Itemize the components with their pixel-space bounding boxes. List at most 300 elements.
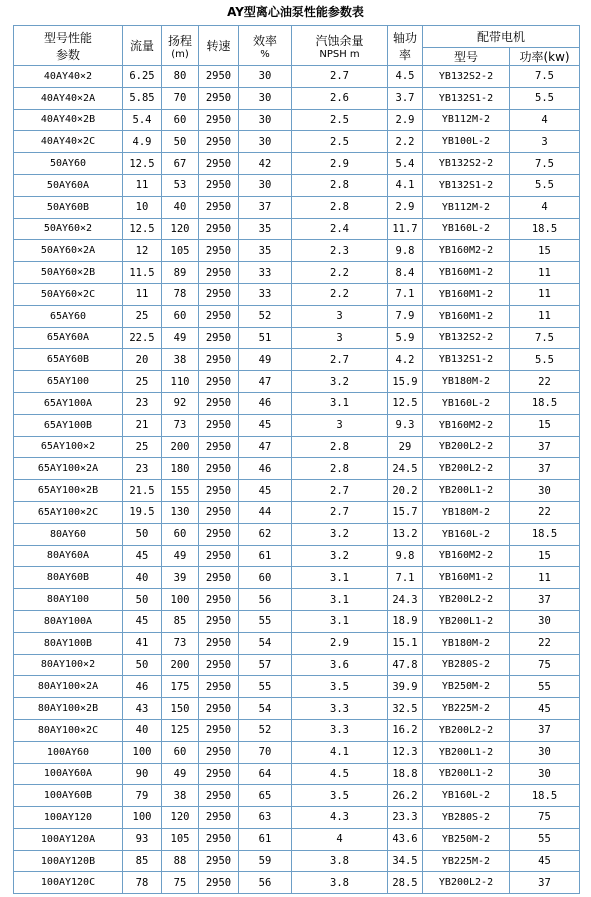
cell-motor-power: 11	[510, 567, 580, 589]
cell-model: 65AY100×2	[14, 436, 123, 458]
cell-motor-power: 37	[510, 436, 580, 458]
table-row	[14, 545, 580, 567]
cell-shaft-power: 39.9	[388, 676, 423, 698]
cell-model: 80AY60B	[14, 567, 123, 589]
cell-shaft-power: 8.4	[388, 262, 423, 284]
cell-shaft-power: 20.2	[388, 480, 423, 502]
cell-motor-model: YB132S2-2	[423, 153, 510, 175]
cell-model: 80AY100×2C	[14, 719, 123, 741]
cell-model: 50AY60×2C	[14, 283, 123, 305]
cell-model: 100AY120C	[14, 872, 123, 894]
cell-head: 130	[162, 501, 199, 523]
cell-motor-power: 30	[510, 763, 580, 785]
cell-npsh: 2.5	[292, 109, 388, 131]
cell-model: 100AY120	[14, 807, 123, 829]
cell-motor-model: YB180M-2	[423, 501, 510, 523]
table-row	[14, 414, 580, 436]
cell-shaft-power: 7.1	[388, 283, 423, 305]
cell-speed: 2950	[199, 589, 239, 611]
cell-flow: 78	[123, 872, 162, 894]
cell-model: 65AY100A	[14, 392, 123, 414]
table-row	[14, 698, 580, 720]
cell-shaft-power: 23.3	[388, 807, 423, 829]
cell-efficiency: 60	[239, 567, 292, 589]
cell-motor-model: YB200L1-2	[423, 741, 510, 763]
cell-flow: 85	[123, 850, 162, 872]
cell-npsh: 3.2	[292, 545, 388, 567]
cell-shaft-power: 47.8	[388, 654, 423, 676]
cell-motor-power: 37	[510, 872, 580, 894]
cell-model: 50AY60B	[14, 196, 123, 218]
cell-efficiency: 46	[239, 458, 292, 480]
cell-head: 67	[162, 153, 199, 175]
cell-efficiency: 46	[239, 392, 292, 414]
cell-speed: 2950	[199, 371, 239, 393]
cell-model: 50AY60	[14, 153, 123, 175]
cell-shaft-power: 26.2	[388, 785, 423, 807]
cell-efficiency: 65	[239, 785, 292, 807]
cell-motor-power: 11	[510, 283, 580, 305]
cell-flow: 43	[123, 698, 162, 720]
cell-flow: 40	[123, 719, 162, 741]
cell-efficiency: 57	[239, 654, 292, 676]
cell-flow: 4.9	[123, 131, 162, 153]
cell-flow: 25	[123, 436, 162, 458]
table-row	[14, 785, 580, 807]
cell-npsh: 3.1	[292, 610, 388, 632]
cell-shaft-power: 28.5	[388, 872, 423, 894]
header-motor: 配带电机	[423, 26, 580, 48]
cell-shaft-power: 5.9	[388, 327, 423, 349]
cell-shaft-power: 2.9	[388, 196, 423, 218]
cell-head: 60	[162, 741, 199, 763]
cell-motor-model: YB200L1-2	[423, 610, 510, 632]
cell-motor-model: YB132S1-2	[423, 87, 510, 109]
cell-flow: 19.5	[123, 501, 162, 523]
header-shaft-line1: 轴功	[392, 30, 417, 45]
cell-motor-model: YB160L-2	[423, 785, 510, 807]
cell-flow: 45	[123, 545, 162, 567]
cell-npsh: 4.3	[292, 807, 388, 829]
cell-npsh: 3.6	[292, 654, 388, 676]
cell-head: 120	[162, 218, 199, 240]
table-row	[14, 131, 580, 153]
cell-head: 110	[162, 371, 199, 393]
cell-model: 65AY60A	[14, 327, 123, 349]
cell-motor-power: 5.5	[510, 349, 580, 371]
cell-speed: 2950	[199, 610, 239, 632]
table-row	[14, 327, 580, 349]
cell-shaft-power: 4.2	[388, 349, 423, 371]
cell-npsh: 3.5	[292, 785, 388, 807]
cell-flow: 93	[123, 828, 162, 850]
cell-shaft-power: 34.5	[388, 850, 423, 872]
cell-efficiency: 54	[239, 632, 292, 654]
cell-head: 78	[162, 283, 199, 305]
cell-shaft-power: 15.9	[388, 371, 423, 393]
cell-efficiency: 33	[239, 283, 292, 305]
cell-head: 50	[162, 131, 199, 153]
cell-motor-model: YB250M-2	[423, 676, 510, 698]
cell-npsh: 2.7	[292, 501, 388, 523]
cell-motor-model: YB225M-2	[423, 850, 510, 872]
cell-efficiency: 49	[239, 349, 292, 371]
header-npsh-line2: NPSH m	[319, 48, 360, 60]
cell-efficiency: 56	[239, 872, 292, 894]
cell-flow: 100	[123, 807, 162, 829]
cell-speed: 2950	[199, 283, 239, 305]
cell-efficiency: 47	[239, 436, 292, 458]
header-motor-model: 型号	[423, 48, 510, 66]
cell-head: 38	[162, 349, 199, 371]
cell-head: 200	[162, 436, 199, 458]
cell-motor-model: YB225M-2	[423, 698, 510, 720]
cell-motor-model: YB180M-2	[423, 632, 510, 654]
cell-shaft-power: 15.7	[388, 501, 423, 523]
cell-model: 40AY40×2C	[14, 131, 123, 153]
cell-flow: 25	[123, 305, 162, 327]
table-row	[14, 828, 580, 850]
table-row	[14, 262, 580, 284]
table-row	[14, 371, 580, 393]
cell-speed: 2950	[199, 850, 239, 872]
cell-head: 180	[162, 458, 199, 480]
cell-efficiency: 35	[239, 240, 292, 262]
cell-motor-model: YB200L1-2	[423, 480, 510, 502]
table-row	[14, 589, 580, 611]
table-row	[14, 632, 580, 654]
cell-efficiency: 64	[239, 763, 292, 785]
cell-head: 49	[162, 327, 199, 349]
header-model	[14, 26, 123, 66]
cell-npsh: 3	[292, 327, 388, 349]
cell-speed: 2950	[199, 654, 239, 676]
cell-shaft-power: 43.6	[388, 828, 423, 850]
cell-npsh: 3.3	[292, 698, 388, 720]
cell-model: 100AY120A	[14, 828, 123, 850]
cell-motor-model: YB280S-2	[423, 807, 510, 829]
table-row	[14, 567, 580, 589]
cell-model: 100AY60B	[14, 785, 123, 807]
cell-efficiency: 59	[239, 850, 292, 872]
cell-npsh: 4.1	[292, 741, 388, 763]
cell-model: 80AY60	[14, 523, 123, 545]
cell-efficiency: 42	[239, 153, 292, 175]
cell-head: 89	[162, 262, 199, 284]
cell-head: 60	[162, 305, 199, 327]
cell-npsh: 3.2	[292, 371, 388, 393]
cell-model: 65AY60	[14, 305, 123, 327]
cell-shaft-power: 24.3	[388, 589, 423, 611]
cell-model: 80AY100×2	[14, 654, 123, 676]
cell-efficiency: 45	[239, 414, 292, 436]
table-header	[14, 26, 580, 66]
cell-head: 125	[162, 719, 199, 741]
cell-npsh: 3	[292, 305, 388, 327]
cell-flow: 12.5	[123, 218, 162, 240]
cell-speed: 2950	[199, 545, 239, 567]
cell-motor-power: 15	[510, 414, 580, 436]
cell-model: 100AY60A	[14, 763, 123, 785]
cell-flow: 11	[123, 174, 162, 196]
table-row	[14, 240, 580, 262]
cell-motor-power: 4	[510, 109, 580, 131]
cell-shaft-power: 12.5	[388, 392, 423, 414]
cell-shaft-power: 18.8	[388, 763, 423, 785]
cell-speed: 2950	[199, 676, 239, 698]
cell-head: 60	[162, 109, 199, 131]
cell-npsh: 2.5	[292, 131, 388, 153]
cell-motor-model: YB160M1-2	[423, 305, 510, 327]
cell-shaft-power: 12.3	[388, 741, 423, 763]
cell-efficiency: 30	[239, 174, 292, 196]
cell-speed: 2950	[199, 66, 239, 88]
cell-model: 40AY40×2	[14, 66, 123, 88]
cell-model: 100AY60	[14, 741, 123, 763]
table-row	[14, 283, 580, 305]
table-row	[14, 872, 580, 894]
cell-efficiency: 30	[239, 131, 292, 153]
cell-motor-model: YB160M2-2	[423, 240, 510, 262]
header-shaft-power	[388, 26, 423, 66]
cell-speed: 2950	[199, 109, 239, 131]
cell-motor-power: 37	[510, 458, 580, 480]
cell-npsh: 4.5	[292, 763, 388, 785]
cell-head: 70	[162, 87, 199, 109]
cell-speed: 2950	[199, 87, 239, 109]
cell-speed: 2950	[199, 719, 239, 741]
cell-flow: 6.25	[123, 66, 162, 88]
cell-motor-power: 45	[510, 698, 580, 720]
cell-flow: 21	[123, 414, 162, 436]
table-row	[14, 480, 580, 502]
cell-flow: 50	[123, 523, 162, 545]
cell-motor-power: 5.5	[510, 87, 580, 109]
cell-motor-power: 7.5	[510, 66, 580, 88]
cell-npsh: 2.8	[292, 174, 388, 196]
cell-flow: 46	[123, 676, 162, 698]
cell-shaft-power: 16.2	[388, 719, 423, 741]
cell-motor-power: 22	[510, 371, 580, 393]
cell-head: 150	[162, 698, 199, 720]
cell-flow: 5.85	[123, 87, 162, 109]
cell-motor-power: 45	[510, 850, 580, 872]
header-model-line2: 参数	[55, 47, 80, 62]
cell-shaft-power: 4.5	[388, 66, 423, 88]
cell-motor-model: YB160M1-2	[423, 262, 510, 284]
cell-head: 105	[162, 240, 199, 262]
table-row	[14, 305, 580, 327]
table-row	[14, 392, 580, 414]
table-row	[14, 719, 580, 741]
cell-shaft-power: 2.2	[388, 131, 423, 153]
cell-model: 80AY100B	[14, 632, 123, 654]
cell-model: 80AY100×2B	[14, 698, 123, 720]
cell-flow: 40	[123, 567, 162, 589]
cell-flow: 45	[123, 610, 162, 632]
table-row	[14, 153, 580, 175]
cell-speed: 2950	[199, 501, 239, 523]
table-title: AY型离心油泵性能参数表	[227, 5, 364, 19]
cell-head: 155	[162, 480, 199, 502]
table-row	[14, 676, 580, 698]
cell-head: 49	[162, 763, 199, 785]
cell-motor-power: 11	[510, 305, 580, 327]
cell-flow: 11	[123, 283, 162, 305]
cell-motor-model: YB200L2-2	[423, 589, 510, 611]
cell-motor-power: 22	[510, 501, 580, 523]
header-flow: 流量	[123, 26, 162, 66]
cell-shaft-power: 7.1	[388, 567, 423, 589]
cell-efficiency: 70	[239, 741, 292, 763]
cell-model: 100AY120B	[14, 850, 123, 872]
cell-speed: 2950	[199, 305, 239, 327]
cell-efficiency: 55	[239, 610, 292, 632]
cell-model: 65AY60B	[14, 349, 123, 371]
cell-speed: 2950	[199, 632, 239, 654]
cell-head: 40	[162, 196, 199, 218]
cell-efficiency: 47	[239, 371, 292, 393]
cell-efficiency: 51	[239, 327, 292, 349]
cell-motor-model: YB112M-2	[423, 109, 510, 131]
cell-motor-power: 7.5	[510, 153, 580, 175]
cell-motor-model: YB132S2-2	[423, 327, 510, 349]
cell-head: 73	[162, 414, 199, 436]
cell-efficiency: 35	[239, 218, 292, 240]
cell-shaft-power: 13.2	[388, 523, 423, 545]
header-motor-power: 功率(kw)	[510, 48, 580, 66]
cell-npsh: 3.5	[292, 676, 388, 698]
cell-motor-model: YB160L-2	[423, 523, 510, 545]
cell-speed: 2950	[199, 698, 239, 720]
header-efficiency-line2: %	[260, 48, 270, 60]
cell-efficiency: 63	[239, 807, 292, 829]
cell-flow: 22.5	[123, 327, 162, 349]
cell-motor-power: 18.5	[510, 523, 580, 545]
cell-head: 53	[162, 174, 199, 196]
cell-efficiency: 45	[239, 480, 292, 502]
header-efficiency	[239, 26, 292, 66]
cell-flow: 79	[123, 785, 162, 807]
cell-efficiency: 62	[239, 523, 292, 545]
cell-npsh: 3.2	[292, 523, 388, 545]
cell-npsh: 2.2	[292, 283, 388, 305]
pump-parameters-table	[13, 25, 580, 894]
cell-shaft-power: 7.9	[388, 305, 423, 327]
cell-speed: 2950	[199, 349, 239, 371]
cell-speed: 2950	[199, 458, 239, 480]
cell-efficiency: 52	[239, 719, 292, 741]
cell-motor-model: YB100L-2	[423, 131, 510, 153]
cell-speed: 2950	[199, 131, 239, 153]
cell-motor-power: 30	[510, 480, 580, 502]
cell-motor-power: 30	[510, 610, 580, 632]
cell-efficiency: 61	[239, 545, 292, 567]
cell-motor-model: YB160M2-2	[423, 545, 510, 567]
cell-model: 65AY100×2C	[14, 501, 123, 523]
cell-flow: 25	[123, 371, 162, 393]
cell-model: 50AY60×2B	[14, 262, 123, 284]
cell-head: 85	[162, 610, 199, 632]
cell-motor-model: YB160M1-2	[423, 567, 510, 589]
cell-motor-power: 7.5	[510, 327, 580, 349]
cell-flow: 23	[123, 458, 162, 480]
cell-motor-power: 4	[510, 196, 580, 218]
header-speed: 转速	[199, 26, 239, 66]
cell-model: 65AY100×2B	[14, 480, 123, 502]
cell-head: 92	[162, 392, 199, 414]
cell-flow: 5.4	[123, 109, 162, 131]
cell-npsh: 3	[292, 414, 388, 436]
header-head	[162, 26, 199, 66]
cell-speed: 2950	[199, 392, 239, 414]
table-row	[14, 654, 580, 676]
table-row	[14, 109, 580, 131]
cell-flow: 50	[123, 654, 162, 676]
cell-motor-power: 18.5	[510, 218, 580, 240]
cell-head: 49	[162, 545, 199, 567]
cell-head: 175	[162, 676, 199, 698]
cell-model: 40AY40×2A	[14, 87, 123, 109]
table-row	[14, 850, 580, 872]
cell-speed: 2950	[199, 218, 239, 240]
cell-motor-model: YB200L1-2	[423, 763, 510, 785]
cell-efficiency: 37	[239, 196, 292, 218]
cell-efficiency: 30	[239, 87, 292, 109]
cell-model: 80AY100	[14, 589, 123, 611]
cell-motor-model: YB200L2-2	[423, 458, 510, 480]
cell-head: 100	[162, 589, 199, 611]
cell-shaft-power: 32.5	[388, 698, 423, 720]
cell-flow: 20	[123, 349, 162, 371]
cell-speed: 2950	[199, 807, 239, 829]
cell-npsh: 3.8	[292, 872, 388, 894]
header-shaft-line2: 率	[398, 47, 411, 62]
cell-speed: 2950	[199, 240, 239, 262]
cell-shaft-power: 18.9	[388, 610, 423, 632]
table-row	[14, 501, 580, 523]
cell-motor-power: 55	[510, 828, 580, 850]
cell-speed: 2950	[199, 436, 239, 458]
cell-motor-model: YB160L-2	[423, 218, 510, 240]
cell-shaft-power: 11.7	[388, 218, 423, 240]
table-row	[14, 218, 580, 240]
cell-npsh: 2.8	[292, 458, 388, 480]
header-npsh	[292, 26, 388, 66]
cell-speed: 2950	[199, 741, 239, 763]
cell-model: 80AY60A	[14, 545, 123, 567]
header-head-line1: 扬程	[167, 33, 192, 48]
cell-npsh: 4	[292, 828, 388, 850]
header-model-line1: 型号性能	[43, 30, 92, 45]
cell-motor-model: YB132S1-2	[423, 349, 510, 371]
table-row	[14, 174, 580, 196]
cell-motor-model: YB200L2-2	[423, 436, 510, 458]
cell-efficiency: 33	[239, 262, 292, 284]
cell-shaft-power: 9.8	[388, 545, 423, 567]
table-row	[14, 66, 580, 88]
cell-model: 65AY100B	[14, 414, 123, 436]
cell-npsh: 2.7	[292, 480, 388, 502]
cell-head: 73	[162, 632, 199, 654]
cell-motor-model: YB180M-2	[423, 371, 510, 393]
cell-efficiency: 44	[239, 501, 292, 523]
table-row	[14, 523, 580, 545]
cell-motor-power: 22	[510, 632, 580, 654]
table-row	[14, 87, 580, 109]
cell-npsh: 2.6	[292, 87, 388, 109]
cell-motor-model: YB200L2-2	[423, 872, 510, 894]
